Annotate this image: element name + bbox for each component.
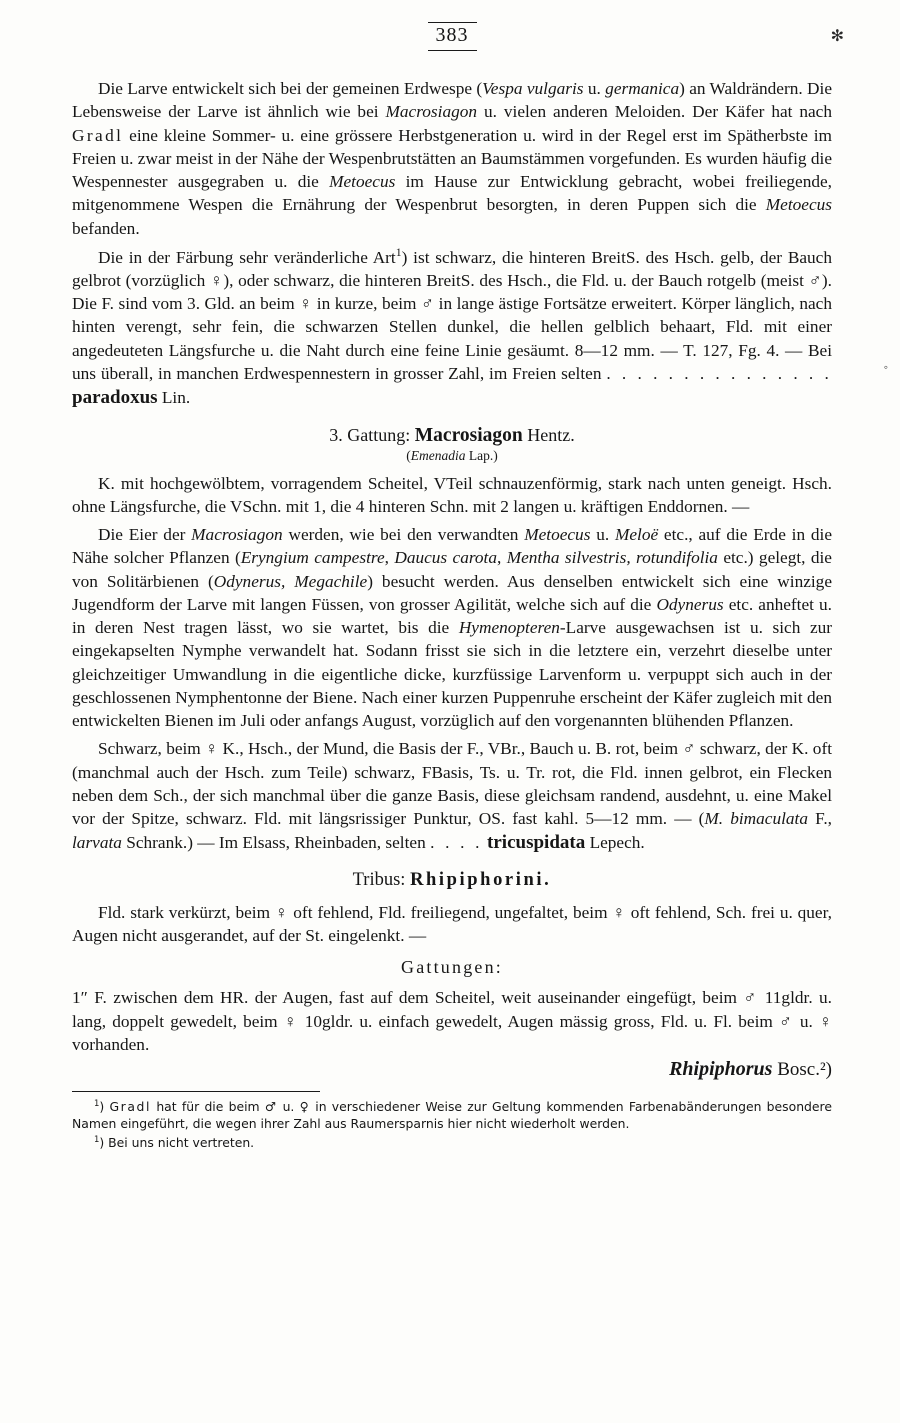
gattung-prefix: 3. Gattung: [329, 424, 411, 445]
heading-gattungen [72, 957, 832, 978]
gattung-author: Hentz. [527, 424, 575, 445]
footnote-1: $^1$) Gradl hat für die beim ♂ u. ♀ in verschiedener Weise zur Geltung kommenden Farbenabänderungen besondere Namen eingeführt, die wegen ihrer Zahl aus Raumersparnis hier nicht wiederholt werden. [72, 1098, 832, 1132]
genus-author: Bosc.²) [777, 1059, 832, 1081]
paragraph-text: Die in der Färbung sehr veränderliche Art$^1$) ist schwarz, die hinteren BreitS. des Hsch. gelb, der Bauch gelbrot (vorzüglich ♀), oder schwarz, die hinteren BreitS. des Hsch., die Fld. u. der Bauch rotgelb (meist ♂). Die F. sind vom 3. Gld. an beim ♀ in kurze, beim ♂ in lange ästige Fortsätze erweitert. Körper länglich, nach hinten verengt, sehr fein, die schwarzen Stellen dunkel, die hellen gelblich behaart, Fld. mit einer angedeuteten Längsfurche u. die Naht durch eine feine Linie gesäumt. 8—12 mm. — T. 127, Fg. 4. — Bei uns überall, in manchen Erdwespennestern in grosser Zahl, im Freien selten [72, 245, 832, 383]
paragraph-faerbung [72, 245, 832, 411]
margin-mark-icon: ◦ [883, 360, 888, 374]
species-author: Lepech. [589, 833, 645, 853]
paragraph-schwarz-beschreibung [72, 737, 832, 856]
footnote-divider [72, 1091, 320, 1092]
footnotes-section [72, 1098, 832, 1152]
genus-name: Rhipiphorus [669, 1058, 773, 1081]
key-lead-number: 1″ [72, 988, 88, 1008]
leader-dots: . . . . [430, 833, 483, 853]
page-header [72, 22, 844, 51]
genus-reference-rhipiphorus [72, 1058, 832, 1081]
paragraph-eier-biologie [72, 523, 832, 732]
paragraph-tribus-merkmale [72, 901, 832, 948]
gattung-synonym-text: (Emenadia Lap.) [406, 447, 498, 463]
page-content [72, 22, 844, 1154]
gattung-synonym [72, 448, 832, 464]
asterisk-icon: ✻ [830, 28, 844, 45]
paragraph-larve-entwicklung [72, 77, 832, 240]
paragraph-text: Schwarz, beim ♀ K., Hsch., der Mund, die Basis der F., VBr., Bauch u. B. rot, beim ♂ schwarz, der K. oft (manchmal auch der Hsch. zum Teile) schwarz, FBasis, Ts. u. Tr. rot, die Fld. innen gelbrot, ein Flecken neben dem Sch., der sich manchmal über die ganze Basis, diese gleichsam randend, ausdehnt, u. eine Makel vor der Spitze, schwarz. Fld. mit längsrissiger Punktur, OS. fast kahl. 5—12 mm. — (M. bimaculata F., larvata Schrank.) — Im Elsass, Rheinbaden, selten [72, 739, 832, 853]
species-name-tricuspidata: tricuspidata [487, 832, 586, 854]
heading-gattung-macrosiagon [72, 425, 832, 447]
tribus-label: Tribus: [352, 869, 406, 890]
tribus-name: Rhipiphorini. [410, 869, 552, 890]
paragraph-key-entry-1 [72, 986, 832, 1056]
species-name-paradoxus: paradoxus [72, 387, 158, 409]
paragraph-text: Die Larve entwickelt sich bei der gemeinen Erdwespe (Vespa vulgaris u. germanica) an Waldrändern. Die Lebensweise der Larve ist ähnlich wie bei Macrosiagon u. vielen anderen Meloiden. Der Käfer hat nach Gradl eine kleine Sommer- u. eine grössere Herbstgeneration u. wird in der Regel erst im Spätherbste im Freien u. zwar meist in der Nähe der Wespenbrutstätten an Baumstämmen vorgefunden. Es wurden häufig die Wespennester ausgegraben u. die Metoecus im Hause zur Entwicklung gebracht, wobei freiliegende, mitgenommene Wespen die Ernährung der Wespenbrut besorgten, in deren Puppen sich die Metoecus befanden. [72, 79, 832, 238]
paragraph-text: F. zwischen dem HR. der Augen, fast auf dem Scheitel, weit auseinander eingefügt, beim ♂ 11gldr. u. lang, doppelt gewedelt, beim ♀ 10gldr. u. einfach gewedelt, Augen mässig gross, Fld. u. Fl. beim ♂ u. ♀ vorhanden. [72, 988, 832, 1054]
heading-tribus [72, 870, 832, 891]
page-number: 383 [428, 22, 477, 51]
leader-dots: . . . . . . . . . . . . . . . [606, 363, 833, 383]
gattung-name: Macrosiagon [414, 424, 523, 446]
species-author: Lin. [161, 388, 191, 408]
paragraph-text: Fld. stark verkürzt, beim ♀ oft fehlend, Fld. freiliegend, ungefaltet, beim ♀ oft fehlend, Sch. frei u. quer, Augen nicht ausgerandet, auf der St. eingelenkt. — [72, 902, 832, 946]
paragraph-text: K. mit hochgewölbtem, vorragendem Scheitel, VTeil schnauzenförmig, stark nach unten geneigt. Hsch. ohne Längsfurche, die VSchn. mit 1, die 4 hinteren Schn. mit 2 langen u. kräftigen Enddornen. — [72, 473, 832, 516]
gattungen-label: Gattungen: [401, 957, 503, 978]
footnote-2: $^1$) Bei uns nicht vertreten. [94, 1134, 255, 1151]
paragraph-text: Die Eier der Macrosiagon werden, wie bei den verwandten Metoecus u. Meloë etc., auf die Erde in die Nähe solcher Pflanzen (Eryngium campestre, Daucus carota, Mentha silvestris, rotundifolia etc.) gelegt, die von Solitärbienen (Odynerus, Megachile) besucht werden. Aus denselben entwickelt sich eine winzige Jugendform der Larve mit langen Füssen, von grosser Agilität, welche sich auf die Odynerus etc. anheftet u. in deren Nest tragen lässt, wo sie wartet, bis die Hymenopteren-Larve ausgewachsen ist u. sich zur eingekapselten Nymphe verwandelt hat. Sodann frisst sie sich in die letztere ein, verzehrt dieselbe unter gleichzeitiger Umwandlung in die eigentliche dicke, kurzfüssige Larvenform u. verpuppt sich auch in der geschlossenen Nymphentonne der Biene. Nach einer kurzen Puppenruhe erscheint der Käfer zugleich mit den entwickelten Bienen im Juli oder anfangs August, vorzüglich auf den vorgenannten blühenden Pflanzen. [72, 525, 833, 731]
paragraph-merkmale [72, 472, 832, 519]
